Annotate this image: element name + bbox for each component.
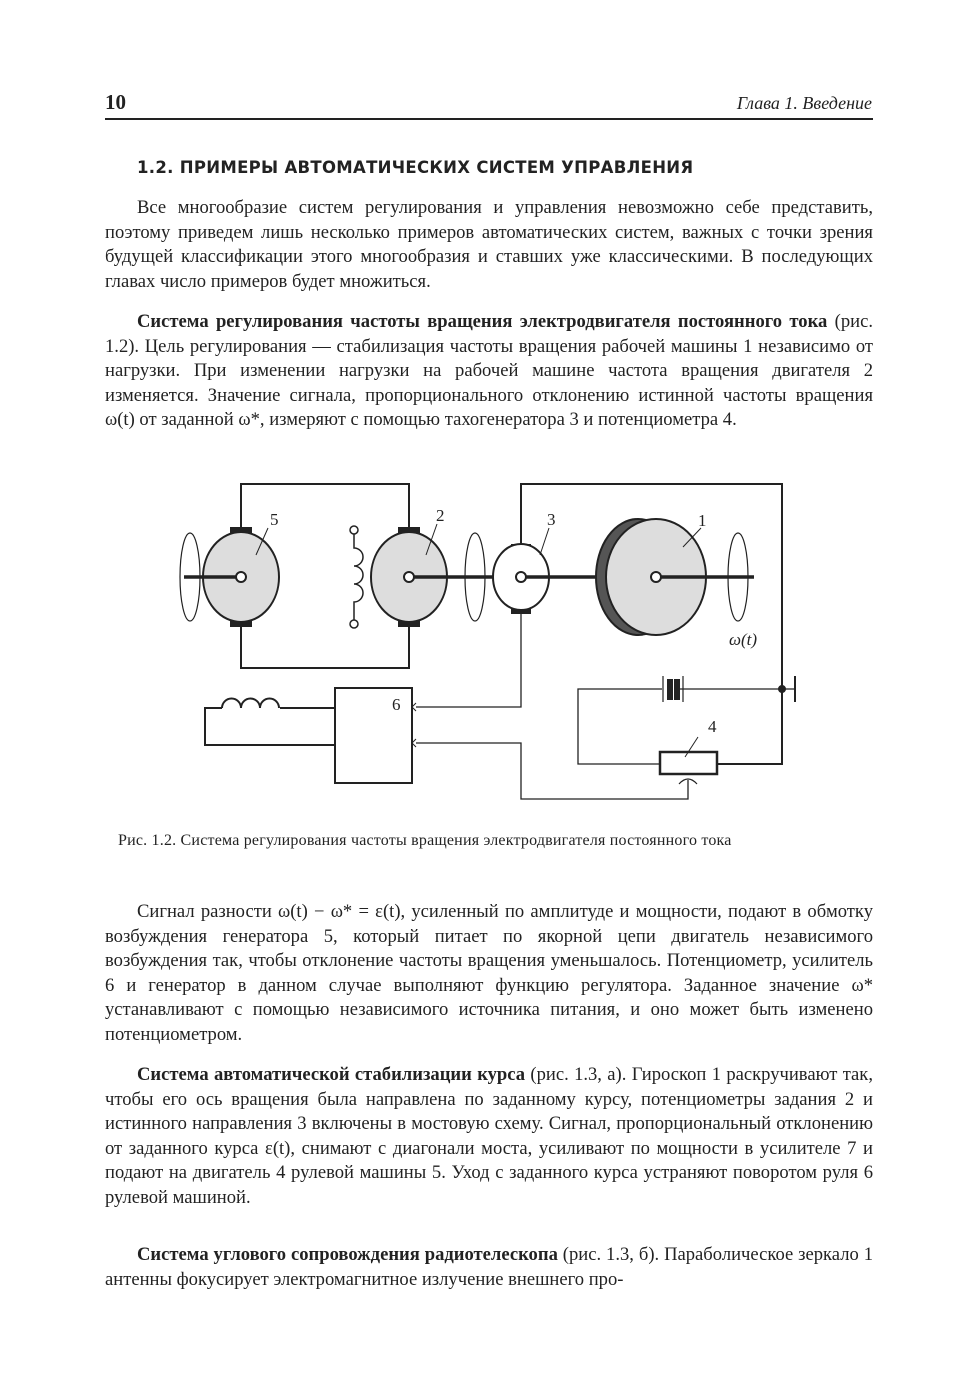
label-4: 4: [708, 717, 717, 736]
section-title: 1.2. ПРИМЕРЫ АВТОМАТИЧЕСКИХ СИСТЕМ УПРАВЛЕНИЯ: [137, 158, 694, 177]
tachogenerator-3: [493, 544, 600, 613]
battery-icon: [663, 676, 683, 702]
paragraph-text: (рис. 1.3, б). Параболическое зеркало 1 антенны фокусирует электромагнитное излучение внешнего про-: [105, 1244, 874, 1290]
paragraph-telescope: [105, 1243, 873, 1292]
label-2: 2: [436, 506, 445, 525]
paragraph-text: (рис. 1.2). Цель регулирования — стабилизация частоты вращения рабочей машины 1 независимо от нагрузки. При изменении нагрузки на рабочей машине частота вращения двигателя 2 изменяется. Значение сигнала, пропорционального отклонению истинной частоты вращения ω(t) от заданной ω*, измеряют с помощью тахогенератора 3 и потенциометра 4.: [105, 311, 873, 430]
paragraph-heading: Система углового сопровождения радиотелескопа: [137, 1244, 558, 1265]
paragraph-heading: Система автоматической стабилизации курса: [137, 1064, 526, 1085]
figure-caption: Рис. 1.2. Система регулирования частоты вращения электродвигателя постоянного тока: [118, 832, 732, 849]
label-3: 3: [547, 510, 556, 529]
label-6: 6: [392, 695, 401, 714]
label-5: 5: [270, 510, 279, 529]
potentiometer-4: [660, 737, 717, 784]
generator-5: [184, 528, 279, 626]
label-omega: ω(t): [729, 630, 758, 649]
label-1: 1: [698, 511, 707, 530]
motor-2: [371, 528, 495, 626]
page-number: 10: [105, 90, 126, 114]
field-coil: [350, 526, 363, 628]
running-header: Глава 1. Введение: [736, 93, 872, 113]
paragraph-intro: Все многообразие систем регулирования и управления невозможно себе представить, поэтому приведем лишь несколько примеров автоматических систем, важных с точки зрения будущей классификации этого многообразия и ставших уже классическими. В последующих главах число примеров будет множиться.: [105, 197, 873, 292]
work-machine-1: [596, 519, 754, 635]
paragraph-text: (рис. 1.3, а). Гироскоп 1 раскручивают так, чтобы его ось вращения была направлена по заданному курсу, потенциометры задания 2 и истинного направления 3 включены в мостовую схему. Сигнал, пропорциональный отклонению от заданного курса ε(t), снимают с диагонали моста, усиливают по мощности в усилителе 7 и подают на двигатель 4 рулевой машины 5. Уход с заданного курса устраняют поворотом руля 6 рулевой машиной.: [105, 1064, 873, 1208]
paragraph-signal: Сигнал разности ω(t) − ω* = ε(t), усиленный по амплитуде и мощности, подают в обмотку возбуждения генератора 5, который питает по якорной цепи двигатель независимого возбуждения так, чтобы отклонение частоты вращения уменьшалось. Потенциометр, усилитель 6 и генератор в данном случае выполняют функцию регулятора. Заданное значение ω* устанавливают с помощью независимого источника питания, и оно может быть изменено потенциометром.: [105, 901, 873, 1045]
paragraph-course: [105, 1063, 873, 1210]
paragraph-heading: Система регулирования частоты вращения электродвигателя постоянного тока: [137, 311, 828, 332]
